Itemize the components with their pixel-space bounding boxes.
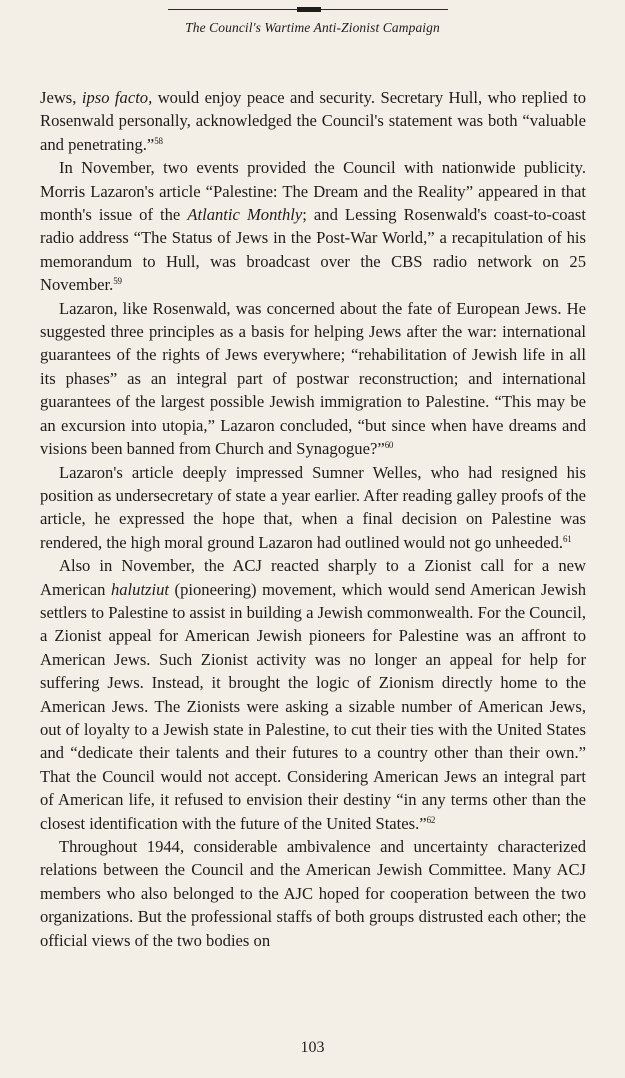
footnote-ref: 60 bbox=[384, 440, 394, 451]
running-head: The Council's Wartime Anti-Zionist Campaign bbox=[185, 20, 440, 35]
paragraph bbox=[40, 461, 586, 555]
paragraph bbox=[40, 86, 586, 156]
italic-text: Atlantic Monthly bbox=[187, 205, 303, 225]
text-run: would enjoy peace and security. Secretary Hull, who replied to Rosenwald personally, acknowledged the Council's statement was both “valuable and penetrating.” bbox=[40, 88, 587, 154]
text-run: Lazaron, like Rosenwald, was concerned about the fate of European Jews. He suggested three principles as a basis for helping Jews after the war: international guarantees of the rights of Jews everywhere; “rehabilitation of Jewish life in all its phases” as an integral part of postwar reconstruction; and international guarantees of the largest possible Jewish immigration to Palestine. “This may be an excursion into utopia,” Lazaron concluded, “but since when have dreams and visions been banned from Church and Synagogue?” bbox=[40, 298, 586, 459]
text-run: (pioneering) movement, which would send American Jewish settlers to Palestine to assist in building a Jewish commonwealth. For the Council, a Zionist appeal for American Jewish pioneers for Palestine was an affront to American Jews. Such Zionist activity was no longer an appeal for help for suffering Jews. Instead, it brought the logic of Zionism directly home to the American Jews. The Zionists were asking a sizable number of American Jews, out of loyalty to a Jewish state in Palestine, to cut their ties with the United States and “dedicate their talents and their futures to a country other than their own.” That the Council would not accept. Considering American Jews an integral part of American life, it refused to envision their destiny “in any terms other than the closest identification with the future of the United States.” bbox=[40, 579, 586, 833]
footnote-ref: 58 bbox=[154, 135, 163, 146]
paragraph bbox=[40, 835, 586, 952]
text-run: Lazaron's article deeply impressed Sumner Welles, who had resigned his position as undersecretary of state a year earlier. After reading galley proofs of the article, he expressed the hope that, when a final decision on Palestine was rendered, the high moral ground Lazaron had outlined would not go unheeded. bbox=[40, 462, 586, 552]
text-run: Also in November, the ACJ reacted sharply to a Zionist call for a new American bbox=[40, 556, 586, 599]
paragraph bbox=[40, 156, 586, 296]
text-run: Jews, bbox=[40, 88, 82, 107]
header-rule-mark bbox=[297, 7, 321, 12]
italic-text: ipso facto, bbox=[81, 88, 153, 107]
italic-text: halutziut bbox=[110, 579, 170, 599]
footnote-ref: 59 bbox=[113, 276, 122, 287]
footnote-ref: 62 bbox=[426, 814, 436, 825]
text-run: In November, two events provided the Council with nationwide publicity. Morris Lazaron's article “Palestine: The Dream and the Reality” appeared in that month's issue of the bbox=[40, 158, 586, 225]
footnote-ref: 61 bbox=[563, 533, 572, 544]
page-number: 103 bbox=[300, 1039, 325, 1056]
paragraph bbox=[40, 554, 586, 835]
body-text bbox=[40, 86, 586, 952]
text-run: ; and Lessing Rosenwald's coast-to-coast radio address “The Status of Jews in the Post-War World,” a recapitulation of his memorandum to Hull, was broadcast over the CBS radio network on 25 November. bbox=[40, 205, 586, 295]
paragraph bbox=[40, 297, 586, 461]
text-run: Throughout 1944, considerable ambivalence and uncertainty characterized relations between the Council and the American Jewish Committee. Many ACJ members who also belonged to the AJC hoped for cooperation between the two organizations. But the professional staffs of both groups distrusted each other; the official views of the two bodies on bbox=[40, 837, 586, 950]
